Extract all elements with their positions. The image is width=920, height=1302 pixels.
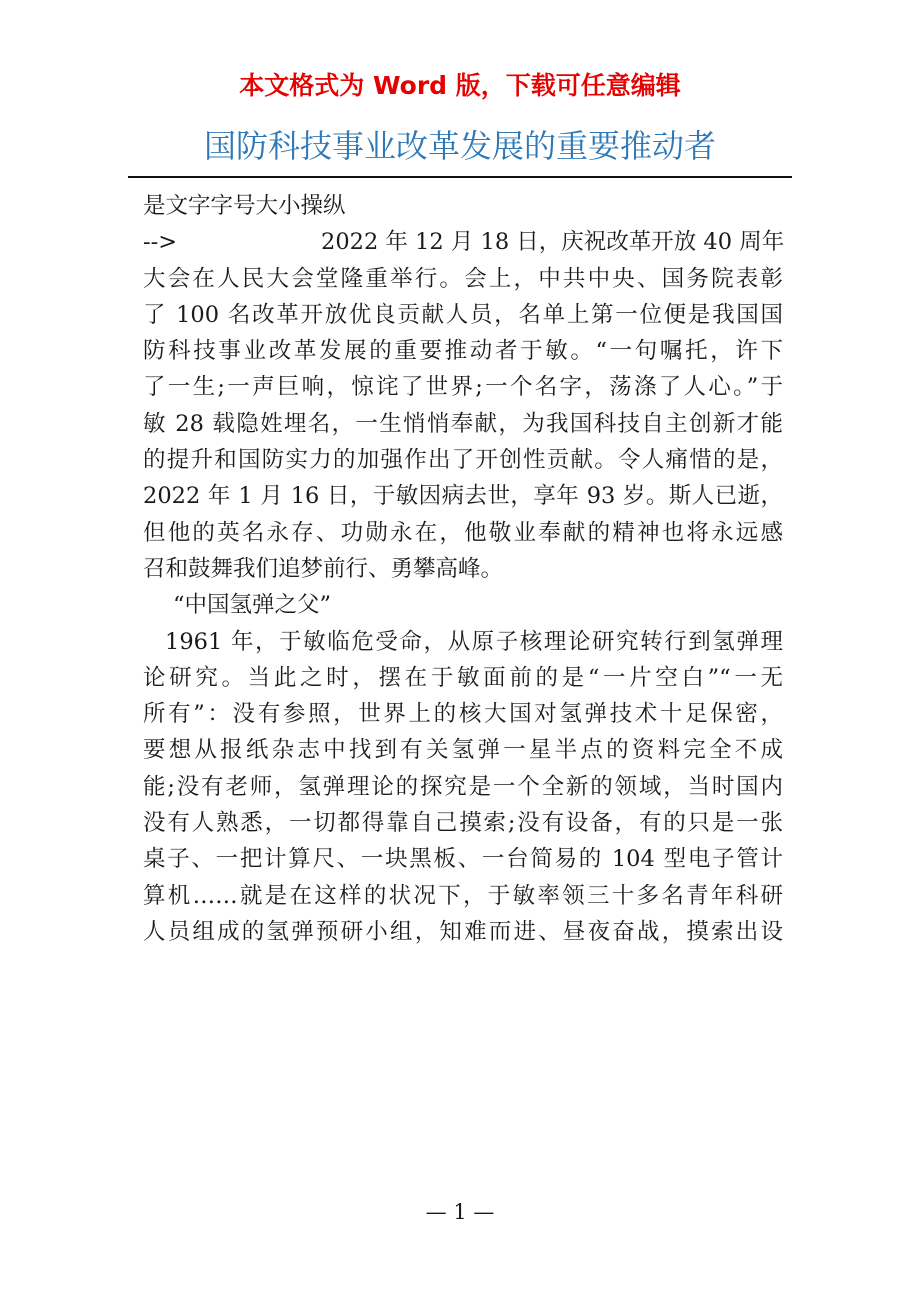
body-line: 但他的英名永存、功勋永在，他敬业奉献的精神也将永远感 — [143, 519, 783, 546]
body-line: 论研究。当此之时，摆在于敏面前的是“一片空白”“一无 — [143, 664, 783, 691]
title-divider — [128, 176, 792, 178]
body-line: 要想从报纸杂志中找到有关氢弹一星半点的资料完全不成 — [143, 737, 783, 764]
body-line: 召和鼓舞我们追梦前行、勇攀高峰。 — [143, 555, 504, 582]
body-line: 算机……就是在这样的状况下，于敏率领三十多名青年科研 — [143, 882, 783, 909]
arrow-marker: --> — [143, 229, 178, 256]
body-line: 桌子、一把计算尺、一块黑板、一台简易的 104 型电子管计 — [143, 846, 783, 873]
body-line: 没有人熟悉，一切都得靠自己摸索;没有设备，有的只是一张 — [143, 810, 783, 837]
body-line: 人员组成的氢弹预研小组，知难而进、昼夜奋战，摸索出设 — [143, 918, 783, 945]
document-body — [143, 188, 783, 950]
section-heading: “中国氢弹之父” — [173, 592, 332, 619]
body-line: 能;没有老师，氢弹理论的探究是一个全新的领域，当时国内 — [143, 773, 783, 800]
page-number: — 1 — — [425, 1200, 495, 1224]
body-line: 的提升和国防实力的加强作出了开创性贡献。令人痛惜的是， — [143, 447, 783, 474]
body-line: 了 100 名改革开放优良贡献人员，名单上第一位便是我国国 — [143, 301, 783, 328]
format-notice-banner: 本文格式为 Word 版，下载可任意编辑 — [239, 71, 681, 100]
body-line: 2022 年 12 月 18 日，庆祝改革开放 40 周年 — [321, 229, 785, 256]
body-line: 敏 28 载隐姓埋名，一生悄悄奉献，为我国科技自主创新才能 — [143, 410, 783, 437]
body-line: 了一生;一声巨响，惊诧了世界;一个名字，荡涤了人心。”于 — [143, 374, 783, 401]
body-line-arrow — [143, 224, 783, 260]
body-line: 防科技事业改革发展的重要推动者于敏。“一句嘱托，许下 — [143, 338, 783, 365]
body-line: 1961 年，于敏临危受命，从原子核理论研究转行到氢弹理 — [165, 628, 783, 655]
body-line: 2022 年 1 月 16 日，于敏因病去世，享年 93 岁。斯人已逝， — [143, 483, 783, 510]
body-line: 大会在人民大会堂隆重举行。会上，中共中央、国务院表彰 — [143, 265, 783, 292]
document-title: 国防科技事业改革发展的重要推动者 — [203, 127, 716, 165]
body-line: 所有”：没有参照，世界上的核大国对氢弹技术十足保密， — [143, 701, 783, 728]
body-line: 是文字字号大小操纵 — [143, 193, 346, 219]
